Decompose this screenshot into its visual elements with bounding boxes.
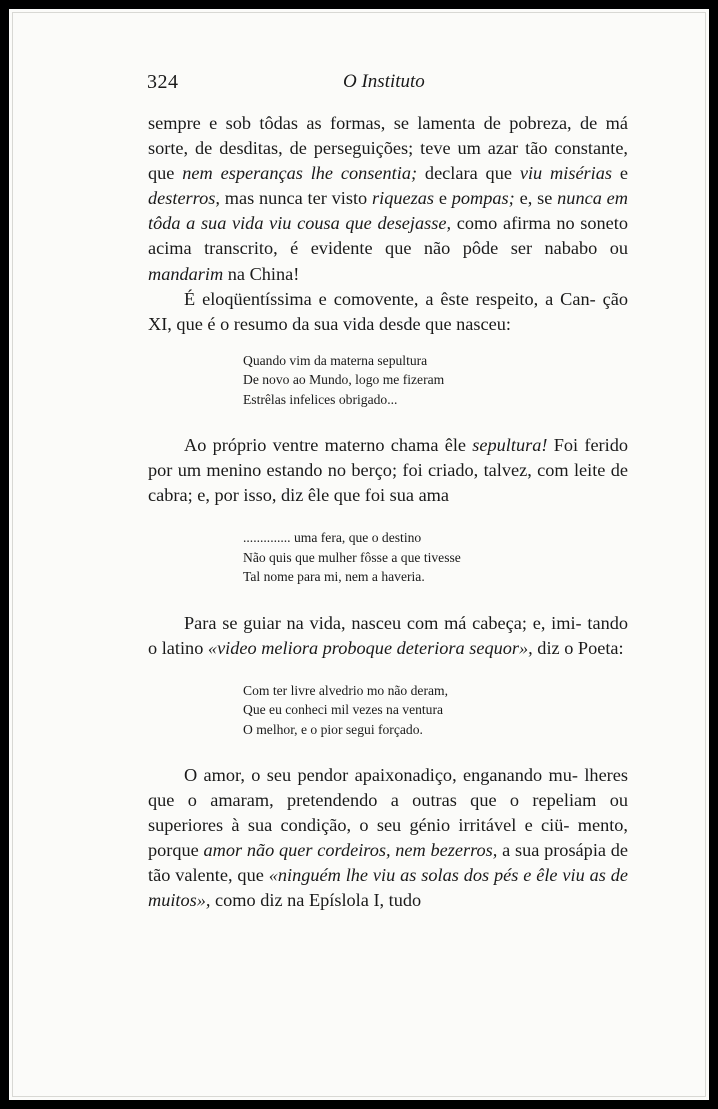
paragraph-3: Ao próprio ventre materno chama êle sepultura! Foi ferido por um menino estando no berço; foi criado, talvez, com leite de cabra; e, por isso, diz êle que foi sua ama bbox=[148, 435, 629, 506]
verse-line: O melhor, e o pior segui forçado. bbox=[243, 721, 423, 737]
page-number: 324 bbox=[147, 71, 179, 93]
verse-quote-1 bbox=[243, 351, 628, 409]
verse-line: Não quis que mulher fôsse a que tivesse bbox=[243, 549, 461, 565]
paragraph-2: É eloqüentíssima e comovente, a êste respeito, a Can- ção XI, que é o resumo da sua vida desde que nasceu: bbox=[148, 288, 628, 334]
verse-line: .............. uma fera, que o destino bbox=[243, 530, 422, 546]
verse-line: Estrêlas infelices obrigado... bbox=[243, 391, 398, 407]
paragraph-5: O amor, o seu pendor apaixonadiço, enganando mu- lheres que o amaram, pretendendo a outras que o repeliam ou superiores à sua condição, o seu génio irritável e ciü- mento, porque amor não quer cordeiros, nem bezerros, a sua prosápia de tão valente, que «ninguém lhe viu as solas dos pés e êle viu as de muitos», como diz na Epíslola I, tudo bbox=[148, 764, 629, 911]
book-page bbox=[9, 9, 709, 1100]
verse-line: Quando vim da materna sepultura bbox=[243, 352, 428, 368]
verse-line: Tal nome para mi, nem a haveria. bbox=[243, 569, 425, 585]
verse-line: De novo ao Mundo, logo me fizeram bbox=[243, 372, 445, 388]
body-text bbox=[148, 111, 628, 914]
verse-line: Com ter livre alvedrio mo não deram, bbox=[243, 682, 448, 698]
verse-quote-3 bbox=[243, 681, 628, 739]
running-head bbox=[147, 71, 637, 99]
verse-line: Que eu conheci mil vezes na ventura bbox=[243, 702, 444, 718]
verse-quote-2 bbox=[243, 528, 628, 586]
journal-title: O Instituto bbox=[343, 71, 425, 92]
paragraph-1: sempre e sob tôdas as formas, se lamenta de pobreza, de má sorte, de desditas, de perseguições; teve um azar tão constante, que nem esperanças lhe consentia; declara que viu misérias e desterros, mas nunca ter visto riquezas e pompas; e, se nunca em tôda a sua vida viu cousa que desejasse, como afirma no soneto acima transcrito, é evidente que não pôde ser nababo ou mandarim na China! bbox=[148, 113, 628, 284]
paragraph-4: Para se guiar na vida, nasceu com má cabeça; e, imi- tando o latino «video meliora proboque deteriora sequor», diz o Poeta: bbox=[148, 612, 629, 658]
